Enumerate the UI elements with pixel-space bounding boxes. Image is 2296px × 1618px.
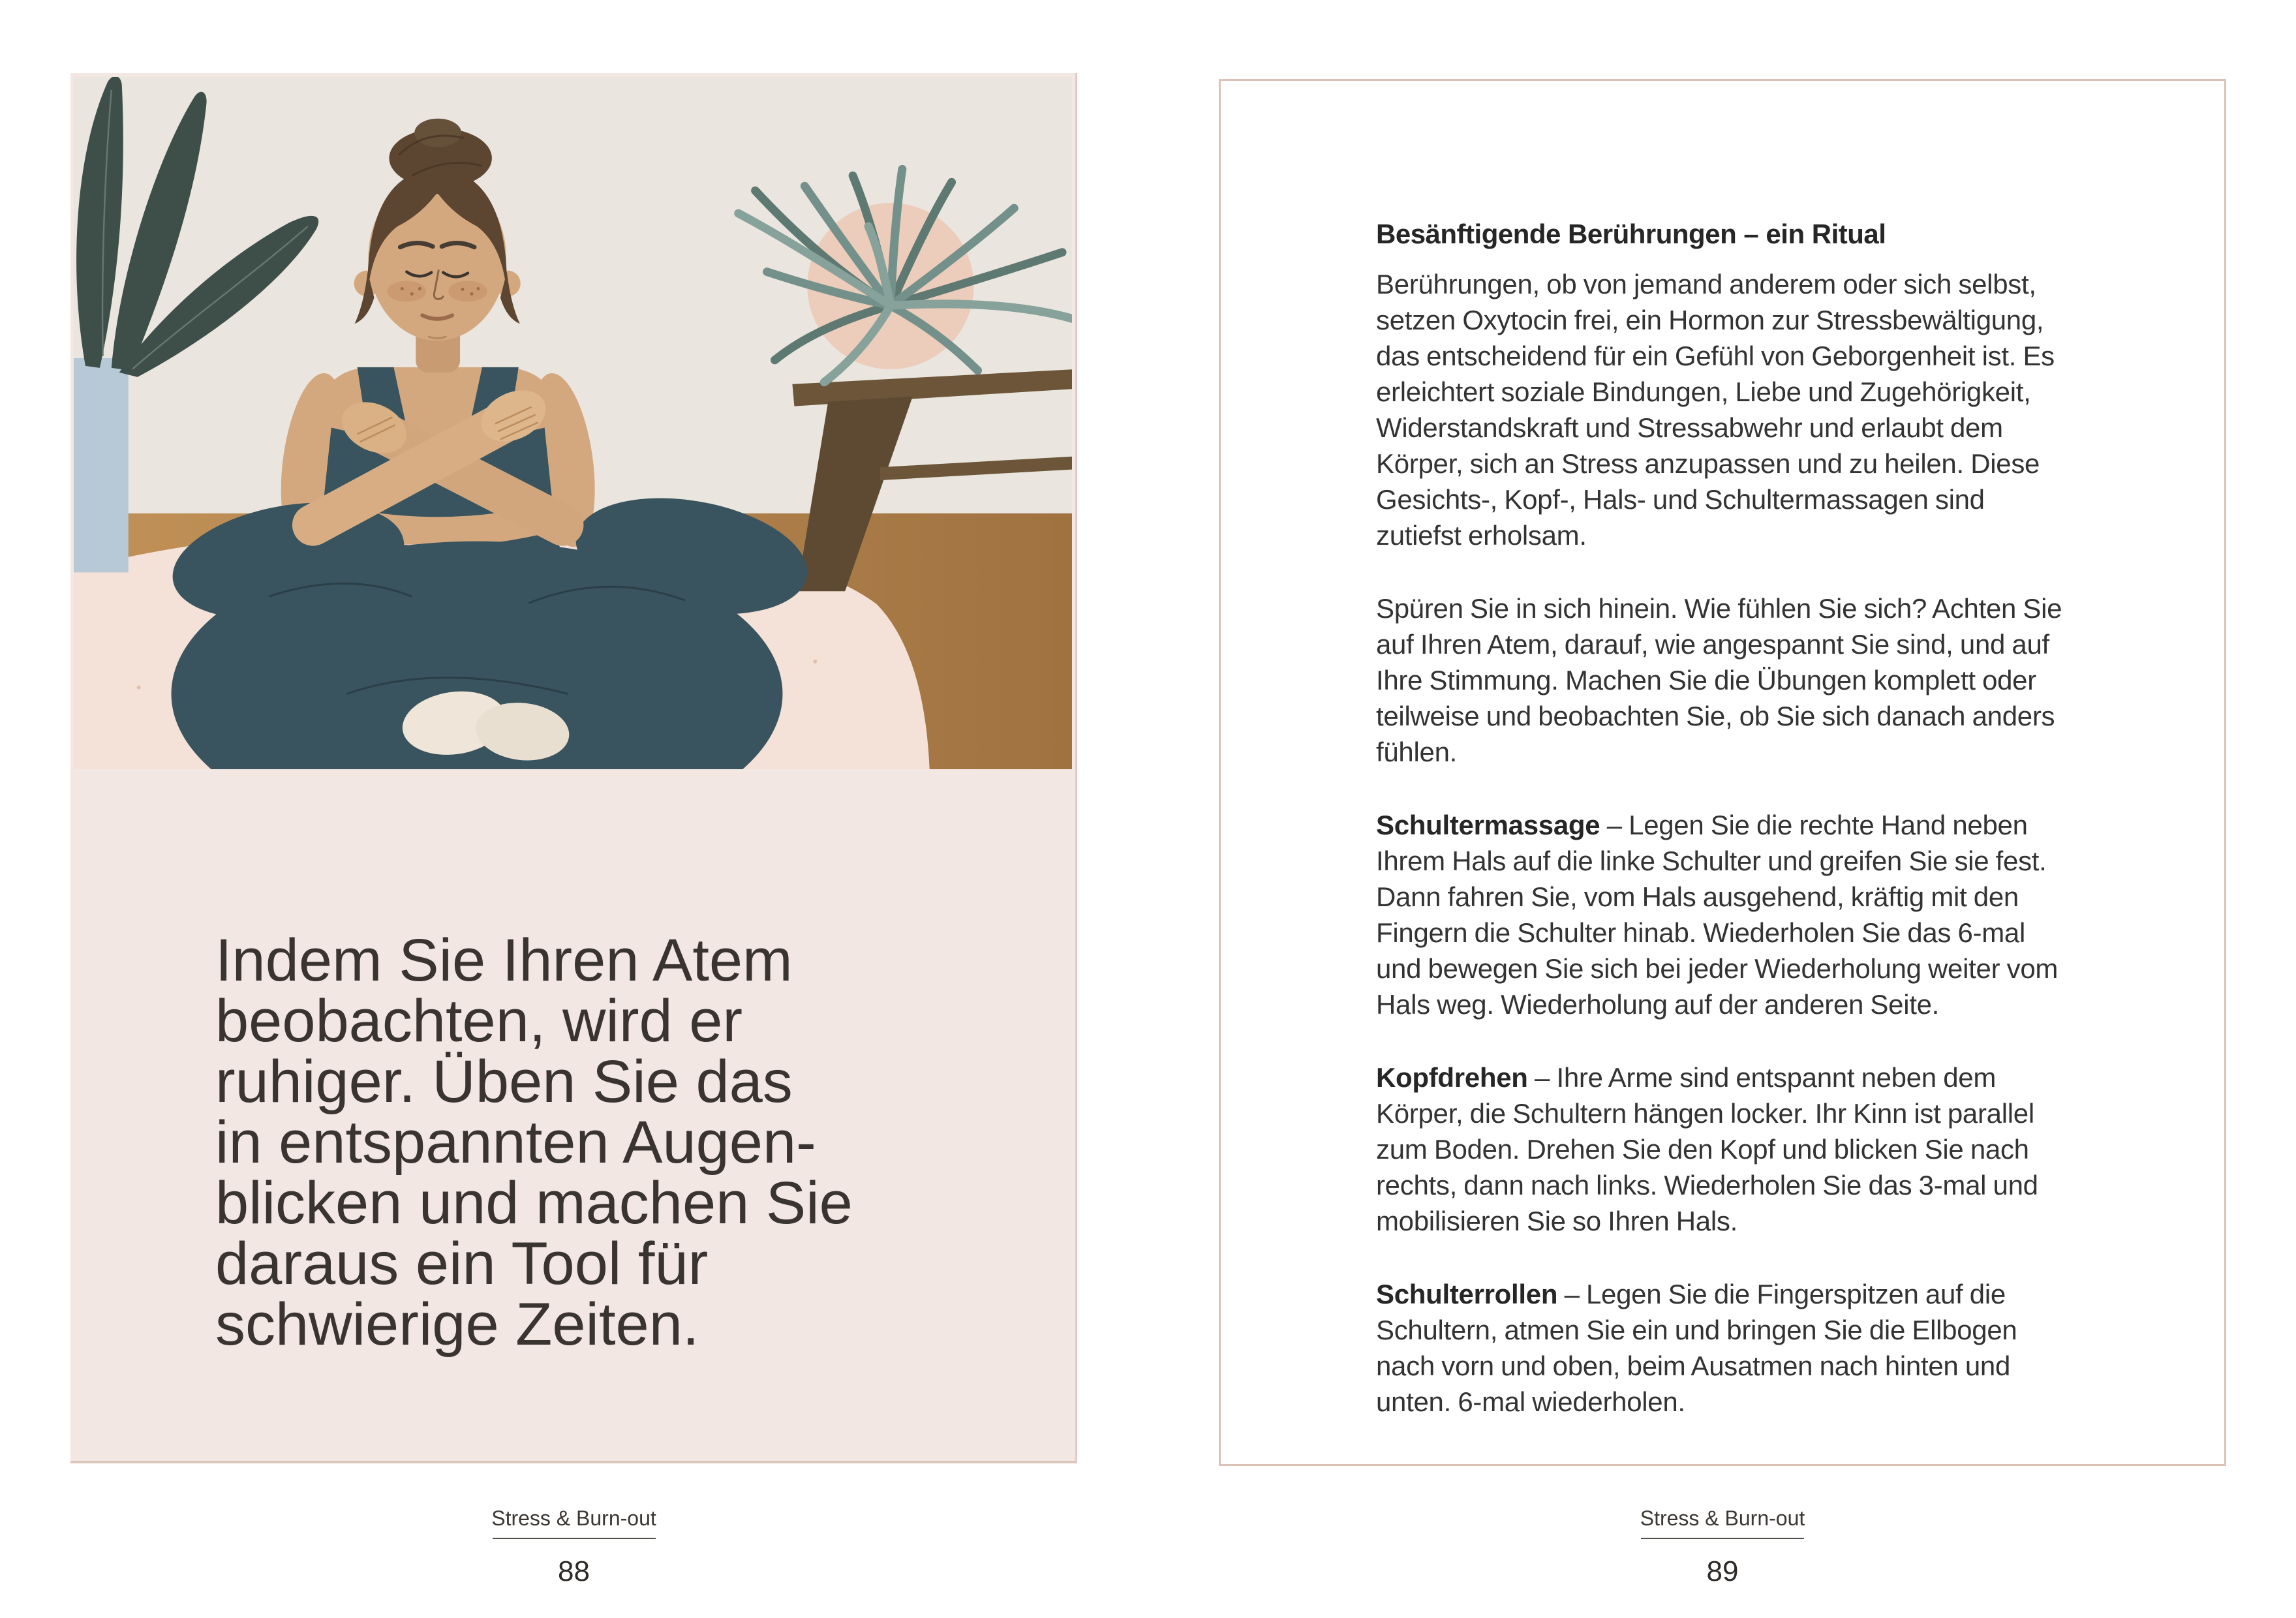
- paragraph-schultermassage: [1376, 807, 2070, 1022]
- section-label: Stress & Burn-out: [1640, 1506, 1805, 1530]
- paragraph-lead: Schulterrollen: [1376, 1279, 1565, 1309]
- quote-line: Indem Sie Ihren Atem: [215, 927, 793, 994]
- quote-line: in entspannten Augen-: [215, 1109, 816, 1176]
- footer-divider: [1641, 1538, 1804, 1539]
- paragraph-schulterrollen: [1376, 1276, 2070, 1420]
- quote-line: daraus ein Tool für: [215, 1230, 709, 1297]
- page-title: Besänftigende Berührungen – ein Ritual: [1376, 219, 1886, 249]
- footer-divider: [493, 1538, 656, 1539]
- paragraph-lead: Schultermassage: [1376, 810, 1607, 840]
- meditation-illustration-svg: [74, 77, 1072, 769]
- paragraph-kopfdrehen: [1376, 1060, 2070, 1239]
- blue-vase: [74, 358, 129, 572]
- left-footer: [70, 1506, 1077, 1587]
- section-label: Stress & Burn-out: [491, 1506, 656, 1530]
- quote-text: [215, 927, 1018, 1358]
- paragraph-intro: [1376, 266, 2070, 553]
- page-number: 89: [1706, 1555, 1739, 1587]
- paragraph-lead: Kopfdrehen: [1376, 1062, 1535, 1093]
- paragraph-text: – Legen Sie die rechte Hand neben Ihrem Hals auf die linke Schulter und greifen Sie sie fest. Dann fahren Sie, vom Hals ausgehend, kräftig mit den Fingern die Schulter hinab. Wiederholen Sie das 6-mal und bewegen Sie sich bei jeder Wiederholung weiter vom Hals weg. Wiederholung auf der anderen Seite.: [1376, 810, 2059, 1020]
- paragraph-text: – Ihre Arme sind entspannt neben dem Körper, die Schultern hängen locker. Ihr Kinn ist parallel zum Boden. Drehen Sie den Kopf und blicken Sie nach rechts, dann nach links. Wiederholen Sie das 3-mal und mobilisieren Sie so Ihren Hals.: [1376, 1062, 2038, 1236]
- quote-line: schwierige Zeiten.: [215, 1291, 699, 1358]
- quote-line: beobachten, wird er: [215, 988, 743, 1054]
- paragraph-check-in: [1376, 590, 2070, 770]
- paragraph-text: – Legen Sie die Fingerspitzen auf die Schultern, atmen Sie ein und bringen Sie die Ellbogen nach vorn und oben, beim Ausatmen nach hinten und unten. 6-mal wiederholen.: [1376, 1279, 2017, 1417]
- right-footer: [1219, 1506, 2226, 1587]
- meditation-illustration: [74, 77, 1072, 769]
- quote-line: ruhiger. Üben Sie das: [215, 1048, 793, 1115]
- right-page-content: [1376, 218, 2070, 1420]
- quote-line: blicken und machen Sie: [215, 1170, 853, 1236]
- right-page-card: [1219, 79, 2226, 1466]
- page-number: 88: [558, 1555, 590, 1587]
- paragraph-text: Spüren Sie in sich hinein. Wie fühlen Sie sich? Achten Sie auf Ihren Atem, darauf, wie angespannt Sie sind, und auf Ihre Stimmung. Machen Sie die Übungen komplett oder teilweise und beobachten Sie, ob Sie sich danach anders fühlen.: [1376, 593, 2062, 767]
- left-page-card: [70, 73, 1077, 1463]
- paragraph-text: Berührungen, ob von jemand anderem oder sich selbst, setzen Oxytocin frei, ein Hormon zur Stressbewältigung, das entscheidend für ein Gefühl von Geborgenheit ist. Es erleichtert soziale Bindungen, Liebe und Zugehörigkeit, Widerstandskraft und Stressabwehr und erlaubt dem Körper, sich an Stress anzupassen und zu heilen. Diese Gesichts-, Kopf-, Hals- und Schultermassagen sind zutiefst erholsam.: [1376, 269, 2055, 551]
